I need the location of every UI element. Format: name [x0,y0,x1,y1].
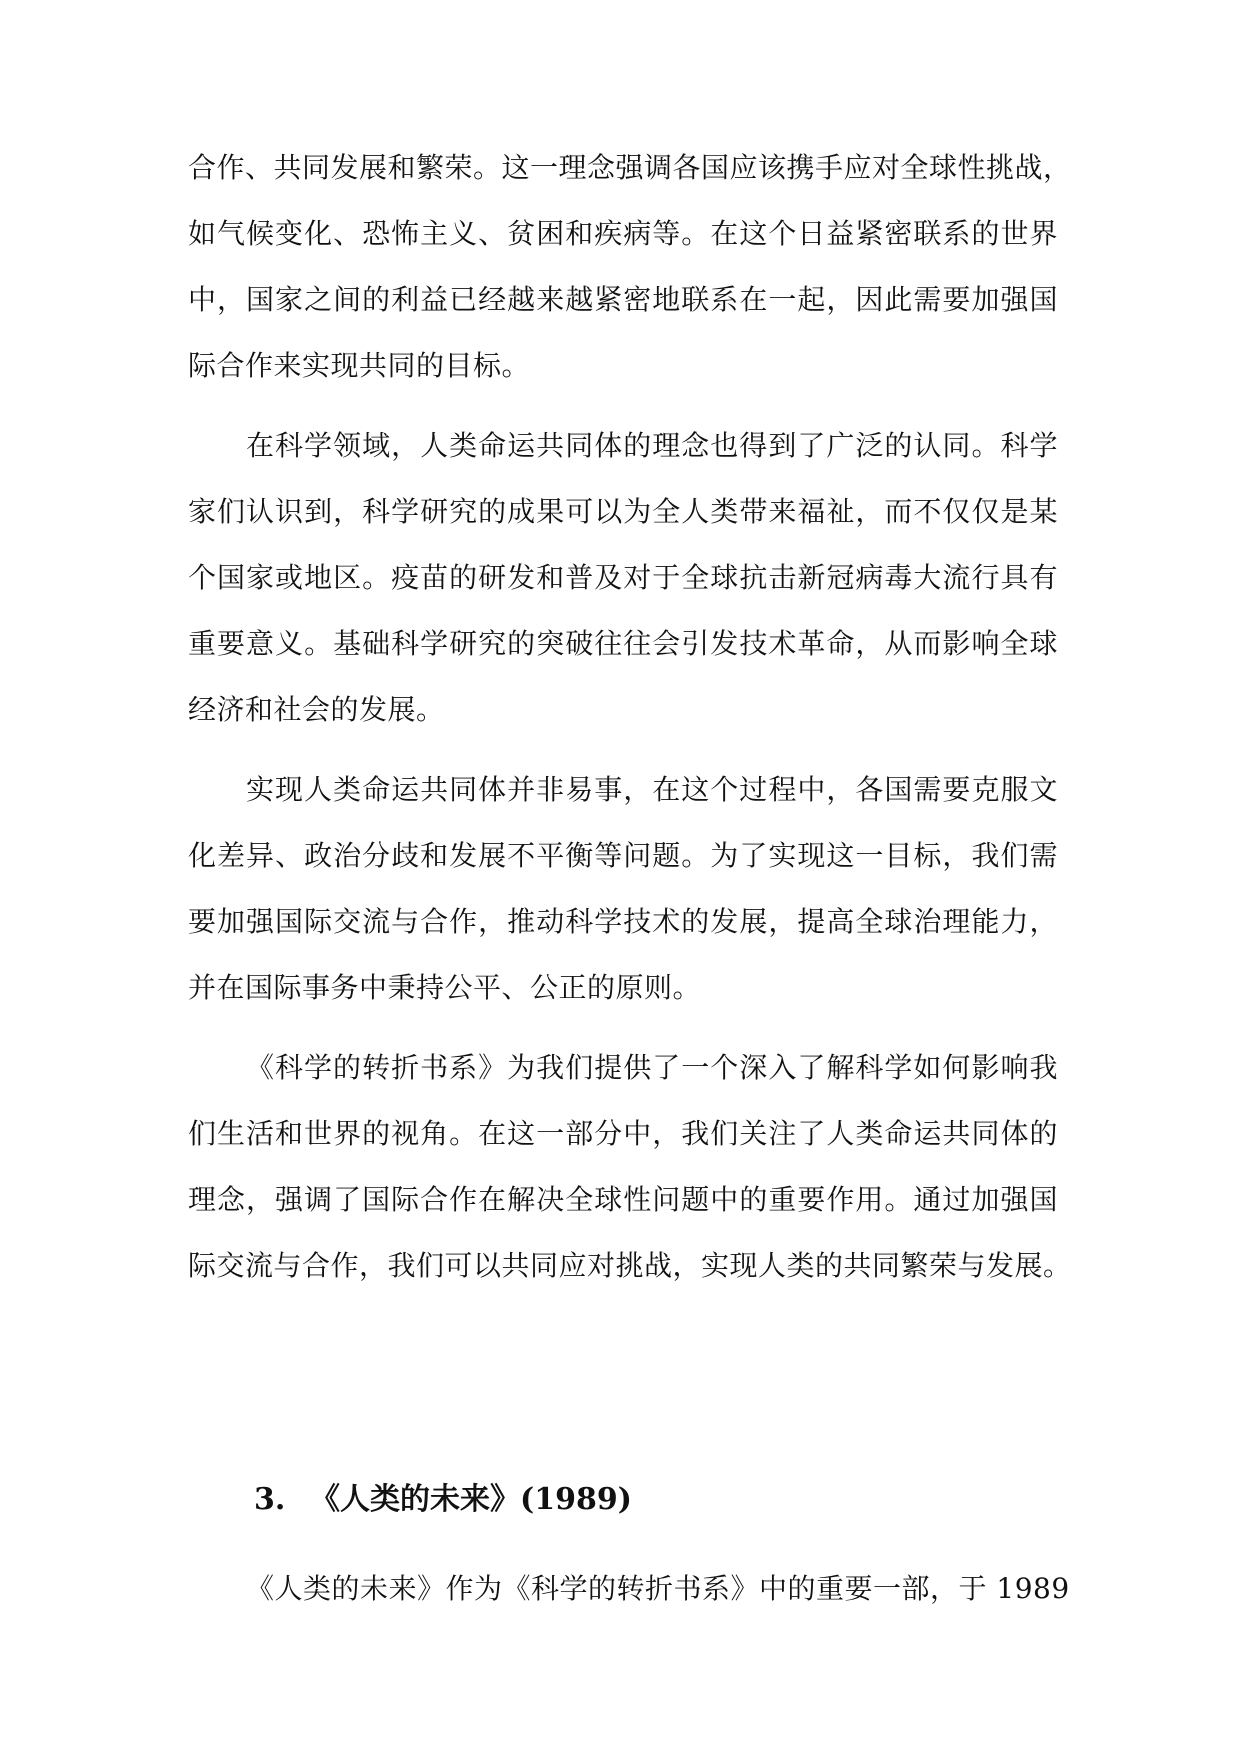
text-line: 《人类的未来》作为《科学的转折书系》中的重要一部，于 1989 [246,1572,1070,1605]
section-number: 3. [254,1482,286,1517]
paragraph-3 [188,757,1058,1021]
text-line: 要加强国际交流与合作，推动科学技术的发展，提高全球治理能力， [188,905,1058,938]
text-line: 实现人类命运共同体并非易事，在这个过程中，各国需要克服文 [246,773,1058,806]
text-line: 重要意义。基础科学研究的突破往往会引发技术革命，从而影响全球 [188,627,1058,660]
text-line: 们生活和世界的视角。在这一部分中，我们关注了人类命运共同体的 [188,1117,1058,1150]
text-line: 家们认识到，科学研究的成果可以为全人类带来福祉，而不仅仅是某 [188,495,1058,528]
text-line: 如气候变化、恐怖主义、贫困和疾病等。在这个日益紧密联系的世界 [188,217,1058,250]
text-line: 中，国家之间的利益已经越来越紧密地联系在一起，因此需要加强国 [188,283,1058,316]
text-line: 《科学的转折书系》为我们提供了一个深入了解科学如何影响我 [246,1051,1058,1084]
text-line: 合作、共同发展和繁荣。这一理念强调各国应该携手应对全球性挑战， [188,151,1072,184]
section-title: 《人类的未来》(1989) [310,1482,632,1517]
text-line: 在科学领域，人类命运共同体的理念也得到了广泛的认同。科学 [246,429,1058,462]
text-line: 经济和社会的发展。 [188,693,445,726]
text-line: 个国家或地区。疫苗的研发和普及对于全球抗击新冠病毒大流行具有 [188,561,1058,594]
paragraph-1 [188,135,1072,399]
text-line: 化差异、政治分歧和发展不平衡等问题。为了实现这一目标，我们需 [188,839,1058,872]
text-line: 并在国际事务中秉持公平、公正的原则。 [188,971,702,1004]
text-line: 理念，强调了国际合作在解决全球性问题中的重要作用。通过加强国 [188,1183,1058,1216]
paragraph-2 [188,413,1058,743]
text-line: 际交流与合作，我们可以共同应对挑战，实现人类的共同繁荣与发展。 [188,1249,1072,1282]
section-heading [254,1465,632,1535]
body-text [188,135,1072,1299]
text-line: 际合作来实现共同的目标。 [188,349,531,382]
paragraph-4 [188,1035,1072,1299]
